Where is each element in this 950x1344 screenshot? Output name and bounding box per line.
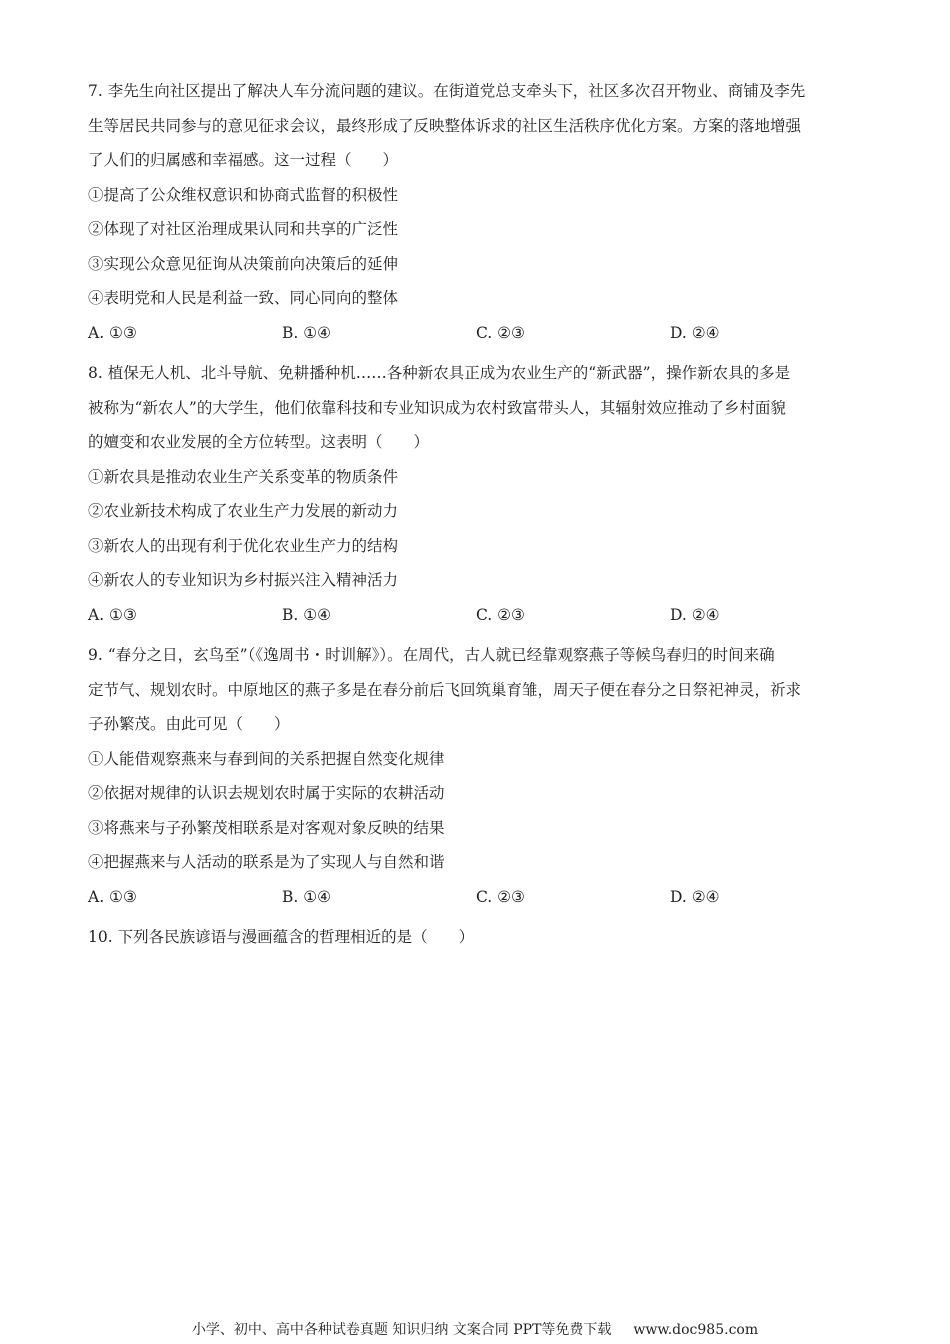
option-d: D. ②④ bbox=[670, 323, 720, 342]
question-7 bbox=[88, 74, 868, 350]
footer-url[interactable]: www.doc985.com bbox=[633, 1322, 759, 1338]
option-d: D. ②④ bbox=[670, 605, 720, 624]
answer-options bbox=[88, 880, 868, 915]
option-a: A. ①③ bbox=[88, 323, 137, 342]
question-stem-line: 被称为“新农人”的大学生，他们依靠科技和专业知识成为农村致富带头人，其辐射效应推动了乡村面貌 bbox=[88, 398, 786, 417]
option-a: A. ①③ bbox=[88, 887, 137, 906]
statement-item: ①新农具是推动农业生产关系变革的物质条件 bbox=[88, 467, 399, 486]
footer-text: 小学、初中、高中各种试卷真题 知识归纳 文案合同 PPT等免费下载 bbox=[191, 1322, 612, 1338]
question-stem-line: 9. “春分之日，玄鸟至”（《逸周书・时训解》）。在周代，古人就已经靠观察燕子等候鸟春归的时间来确 bbox=[88, 646, 775, 664]
statement-item: ④把握燕来与人活动的联系是为了实现人与自然和谐 bbox=[88, 853, 445, 871]
question-9 bbox=[88, 638, 868, 914]
option-c: C. ②③ bbox=[476, 605, 525, 624]
question-stem-line: 了人们的归属感和幸福感。这一过程（ ） bbox=[88, 151, 399, 169]
option-d: D. ②④ bbox=[670, 887, 720, 906]
statement-item: ①提高了公众维权意识和协商式监督的积极性 bbox=[88, 185, 399, 204]
question-stem-line: 的嬗变和农业发展的全方位转型。这表明（ ） bbox=[88, 433, 430, 451]
question-stem-line: 生等居民共同参与的意见征求会议，最终形成了反映整体诉求的社区生活秩序优化方案。方案的落地增强 bbox=[88, 116, 802, 135]
question-stem-line: 7. 李先生向社区提出了解决人车分流问题的建议。在街道党总支牵头下，社区多次召开物业、商铺及李先 bbox=[88, 82, 806, 100]
question-8 bbox=[88, 356, 868, 632]
statement-item: ②体现了对社区治理成果认同和共享的广泛性 bbox=[88, 220, 399, 238]
statement-item: ②农业新技术构成了农业生产力发展的新动力 bbox=[88, 502, 399, 520]
statement-item: ④表明党和人民是利益一致、同心同向的整体 bbox=[88, 289, 399, 307]
statement-item: ③新农人的出现有利于优化农业生产力的结构 bbox=[88, 536, 399, 555]
question-stem-line: 8. 植保无人机、北斗导航、免耕播种机……各种新农具正成为农业生产的“新武器”，操作新农具的多是 bbox=[88, 364, 791, 382]
answer-options bbox=[88, 598, 868, 633]
question-stem-line: 10. 下列各民族谚语与漫画蕴含的哲理相近的是（ ） bbox=[88, 928, 475, 946]
statement-item: ③实现公众意见征询从决策前向决策后的延伸 bbox=[88, 254, 399, 273]
statement-item: ④新农人的专业知识为乡村振兴注入精神活力 bbox=[88, 571, 399, 589]
statement-item: ②依据对规律的认识去规划农时属于实际的农耕活动 bbox=[88, 784, 445, 802]
option-c: C. ②③ bbox=[476, 323, 525, 342]
option-b: B. ①④ bbox=[282, 605, 332, 624]
question-10 bbox=[88, 920, 868, 955]
option-b: B. ①④ bbox=[282, 323, 332, 342]
option-b: B. ①④ bbox=[282, 887, 332, 906]
statement-item: ③将燕来与子孙繁茂相联系是对客观对象反映的结果 bbox=[88, 818, 445, 837]
statement-item: ①人能借观察燕来与春到间的关系把握自然变化规律 bbox=[88, 749, 445, 768]
question-stem-line: 子孙繁茂。由此可见（ ） bbox=[88, 715, 290, 733]
option-a: A. ①③ bbox=[88, 605, 137, 624]
answer-options bbox=[88, 316, 868, 351]
page-footer bbox=[0, 1320, 950, 1340]
option-c: C. ②③ bbox=[476, 887, 525, 906]
question-stem-line: 定节气、规划农时。中原地区的燕子多是在春分前后飞回筑巢育雏，周天子便在春分之日祭祀神灵，祈求 bbox=[88, 680, 802, 699]
